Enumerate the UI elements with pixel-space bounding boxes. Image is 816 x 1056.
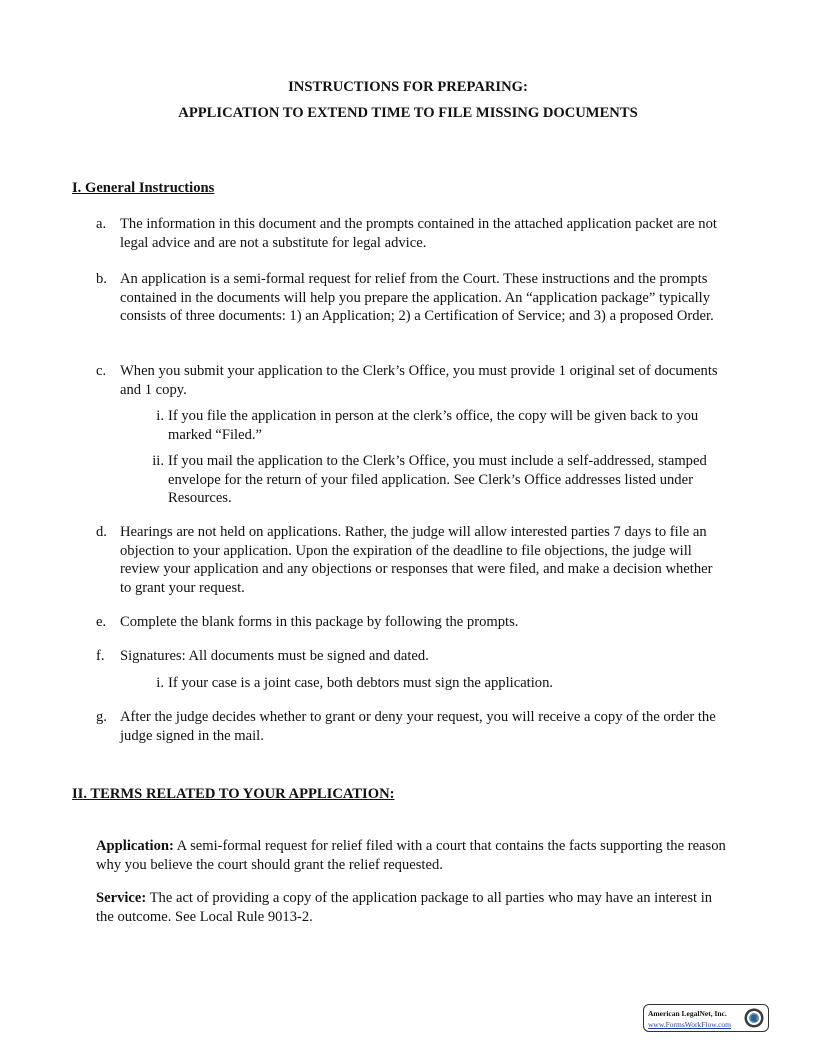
list-label: a. (96, 216, 107, 232)
document-title-line-1: INSTRUCTIONS FOR PREPARING: (288, 79, 528, 95)
list-item-f-i (156, 674, 728, 693)
badge-company-name: American LegalNet, Inc. (648, 1009, 727, 1018)
american-legalnet-badge[interactable] (643, 1004, 769, 1032)
term-name: Service: (96, 890, 147, 906)
list-label: g. (96, 709, 107, 725)
list-item-f (96, 647, 725, 666)
list-text: After the judge decides whether to grant or deny your request, you will receive a copy of the order the judge signed in the mail. (120, 709, 716, 744)
list-item-c (96, 362, 725, 399)
list-item-c-ii (152, 452, 728, 508)
list-label: c. (96, 363, 107, 379)
list-item-g (96, 708, 725, 745)
term-definition: A semi-formal request for relief filed with a court that contains the facts supporting the reason why you believe the court should grant the relief requested. (96, 838, 726, 873)
badge-url-link[interactable]: www.FormsWorkFlow.com (648, 1020, 732, 1029)
term-name: Application: (96, 838, 174, 854)
list-item-c-i (156, 407, 728, 444)
section-heading-terms: II. TERMS RELATED TO YOUR APPLICATION: (72, 786, 395, 802)
list-label: b. (96, 271, 107, 287)
list-item-e (96, 613, 725, 632)
list-label: i. (156, 675, 164, 691)
list-text: Complete the blank forms in this package by following the prompts. (120, 614, 519, 630)
list-item-d (96, 523, 725, 597)
document-title-line-2: APPLICATION TO EXTEND TIME TO FILE MISSING DOCUMENTS (178, 105, 638, 121)
globe-logo-icon (743, 1007, 765, 1029)
list-text: An application is a semi-formal request for relief from the Court. These instructions and the prompts contained in the documents will help you prepare the application. An “application package” typically consists of three documents: 1) an Application; 2) a Certification of Service; and 3) a proposed Order. (120, 271, 714, 325)
term-application (96, 837, 726, 874)
section-heading-general-instructions: I. General Instructions (72, 180, 215, 196)
list-text: The information in this document and the prompts contained in the attached application packet are not legal advice and are not a substitute for legal advice. (120, 216, 717, 251)
list-label: d. (96, 524, 107, 540)
list-text: Signatures: All documents must be signed and dated. (120, 648, 429, 664)
list-text: Hearings are not held on applications. Rather, the judge will allow interested parties 7 days to file an objection to your application. Upon the expiration of the deadline to file objections, the judge will review your application and any objections or responses that were filed, and make a decision whether to grant your request. (120, 524, 713, 596)
list-label: f. (96, 648, 105, 664)
list-text: If you file the application in person at the clerk’s office, the copy will be given back to you marked “Filed.” (168, 408, 699, 443)
list-label: ii. (152, 453, 164, 469)
list-item-a (96, 215, 725, 252)
list-text: When you submit your application to the Clerk’s Office, you must provide 1 original set of documents and 1 copy. (120, 363, 718, 398)
list-text: If you mail the application to the Clerk’s Office, you must include a self-addressed, stamped envelope for the return of your filed application. See Clerk’s Office addresses listed under Resources. (168, 453, 707, 507)
list-label: e. (96, 614, 107, 630)
list-text: If your case is a joint case, both debtors must sign the application. (168, 675, 554, 691)
list-label: i. (156, 408, 164, 424)
list-item-b (96, 270, 725, 326)
term-definition: The act of providing a copy of the application package to all parties who may have an interest in the outcome. See Local Rule 9013-2. (96, 890, 713, 925)
term-service (96, 889, 726, 926)
